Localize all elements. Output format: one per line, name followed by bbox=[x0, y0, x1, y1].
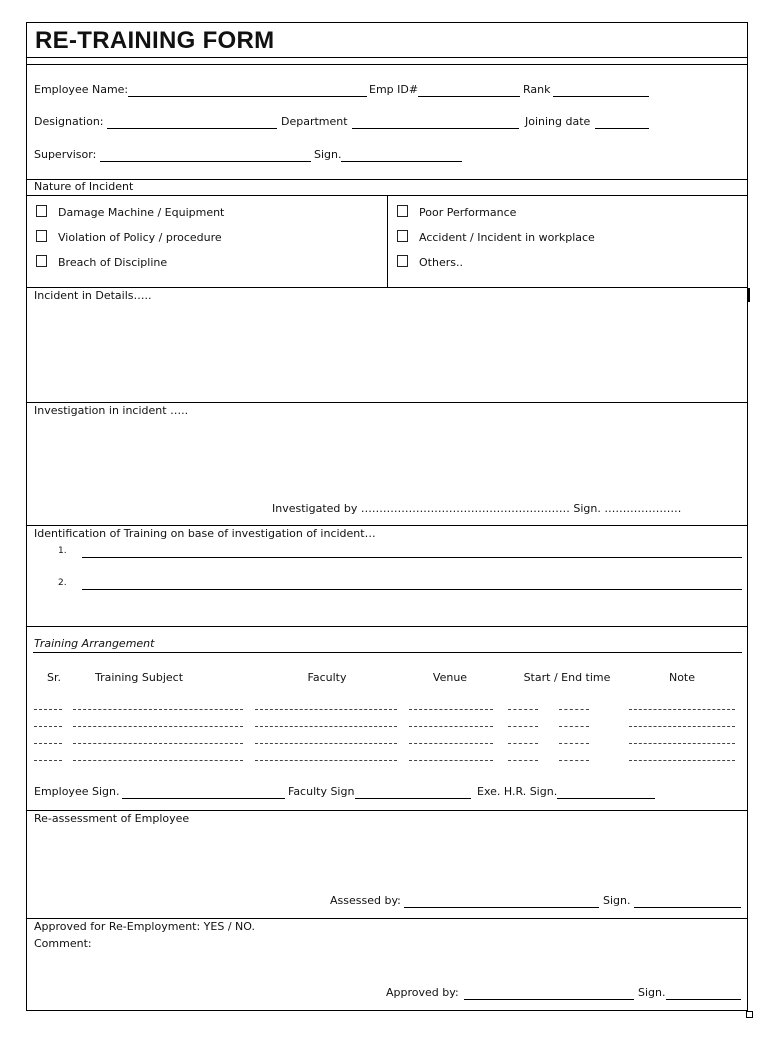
checkbox-accident-incident[interactable] bbox=[397, 230, 408, 242]
supervisor-field[interactable] bbox=[100, 161, 311, 162]
table-cell-sr[interactable] bbox=[34, 709, 62, 710]
table-cell-sr[interactable] bbox=[34, 726, 62, 727]
column-training-subject: Training Subject bbox=[94, 671, 184, 684]
table-cell-end[interactable] bbox=[559, 726, 589, 727]
reassessment-heading: Re-assessment of Employee bbox=[34, 812, 190, 825]
approved-by-label: Approved by: bbox=[386, 986, 459, 999]
table-cell-faculty[interactable] bbox=[255, 709, 397, 710]
resize-handle[interactable] bbox=[747, 288, 750, 302]
assessed-sign-label: Sign. bbox=[603, 894, 631, 907]
table-cell-end[interactable] bbox=[559, 743, 589, 744]
checkbox-breach-discipline[interactable] bbox=[36, 255, 47, 267]
divider bbox=[27, 626, 747, 627]
department-field[interactable] bbox=[352, 128, 519, 129]
supervisor-sign-label: Sign. bbox=[314, 148, 342, 161]
assessed-by-label: Assessed by: bbox=[330, 894, 401, 907]
table-cell-venue[interactable] bbox=[409, 760, 493, 761]
hr-sign-field[interactable] bbox=[557, 798, 655, 799]
department-label: Department bbox=[281, 115, 348, 128]
option-label: Breach of Discipline bbox=[58, 256, 168, 269]
comment-label: Comment: bbox=[34, 937, 92, 950]
title-divider bbox=[27, 57, 747, 58]
designation-label: Designation: bbox=[34, 115, 104, 128]
incident-details-area[interactable] bbox=[27, 303, 747, 401]
table-cell-start[interactable] bbox=[508, 743, 538, 744]
table-cell-subject[interactable] bbox=[73, 743, 243, 744]
approved-sign-field[interactable] bbox=[666, 999, 741, 1000]
nature-heading: Nature of Incident bbox=[34, 180, 134, 193]
option-label: Violation of Policy / procedure bbox=[58, 231, 222, 244]
employee-name-label: Employee Name: bbox=[34, 83, 129, 96]
table-cell-note[interactable] bbox=[629, 709, 735, 710]
investigation-area[interactable] bbox=[27, 419, 747, 499]
hr-sign-label: Exe. H.R. Sign. bbox=[477, 785, 558, 798]
resize-handle-corner[interactable] bbox=[746, 1011, 753, 1018]
table-cell-start[interactable] bbox=[508, 760, 538, 761]
divider bbox=[27, 918, 747, 919]
option-label: Damage Machine / Equipment bbox=[58, 206, 225, 219]
table-cell-note[interactable] bbox=[629, 726, 735, 727]
title-divider-2 bbox=[27, 64, 747, 65]
divider bbox=[27, 810, 747, 811]
joining-date-label: Joining date bbox=[525, 115, 591, 128]
column-start-end-time: Start / End time bbox=[523, 671, 611, 684]
incident-details-heading: Incident in Details….. bbox=[34, 289, 152, 302]
rank-label: Rank bbox=[523, 83, 551, 96]
rank-field[interactable] bbox=[553, 96, 649, 97]
supervisor-sign-field[interactable] bbox=[341, 161, 462, 162]
table-cell-end[interactable] bbox=[559, 760, 589, 761]
item-number: 2. bbox=[58, 578, 67, 588]
designation-field[interactable] bbox=[107, 128, 277, 129]
checkbox-damage-machine[interactable] bbox=[36, 205, 47, 217]
supervisor-label: Supervisor: bbox=[34, 148, 97, 161]
checkbox-violation-policy[interactable] bbox=[36, 230, 47, 242]
table-cell-venue[interactable] bbox=[409, 709, 493, 710]
table-cell-faculty[interactable] bbox=[255, 760, 397, 761]
employee-sign-label: Employee Sign. bbox=[34, 785, 120, 798]
table-cell-venue[interactable] bbox=[409, 743, 493, 744]
reassessment-area[interactable] bbox=[27, 827, 747, 889]
divider bbox=[27, 525, 747, 526]
faculty-sign-field[interactable] bbox=[355, 798, 471, 799]
table-cell-subject[interactable] bbox=[73, 726, 243, 727]
retraining-form bbox=[26, 22, 748, 1011]
nature-column-divider bbox=[387, 195, 388, 287]
column-faculty: Faculty bbox=[307, 671, 347, 684]
assessed-sign-field[interactable] bbox=[634, 907, 741, 908]
table-cell-venue[interactable] bbox=[409, 726, 493, 727]
table-cell-sr[interactable] bbox=[34, 743, 62, 744]
faculty-sign-label: Faculty Sign bbox=[288, 785, 355, 798]
employee-name-field[interactable] bbox=[128, 96, 367, 97]
table-cell-start[interactable] bbox=[508, 726, 538, 727]
table-cell-end[interactable] bbox=[559, 709, 589, 710]
checkbox-others[interactable] bbox=[397, 255, 408, 267]
approved-sign-label: Sign. bbox=[638, 986, 666, 999]
divider bbox=[27, 179, 747, 180]
training-identification-field-1[interactable] bbox=[82, 557, 742, 558]
table-cell-sr[interactable] bbox=[34, 760, 62, 761]
table-cell-note[interactable] bbox=[629, 760, 735, 761]
table-cell-subject[interactable] bbox=[73, 709, 243, 710]
column-note: Note bbox=[668, 671, 696, 684]
table-cell-note[interactable] bbox=[629, 743, 735, 744]
emp-id-field[interactable] bbox=[418, 96, 520, 97]
option-label: Others.. bbox=[419, 256, 463, 269]
identification-heading: Identification of Training on base of investigation of incident… bbox=[34, 527, 376, 540]
option-label: Accident / Incident in workplace bbox=[419, 231, 595, 244]
table-cell-faculty[interactable] bbox=[255, 726, 397, 727]
arrangement-underline bbox=[33, 652, 742, 653]
column-sr: Sr. bbox=[47, 671, 61, 684]
divider bbox=[27, 287, 747, 288]
approval-line: Approved for Re-Employment: YES / NO. bbox=[34, 920, 255, 933]
emp-id-label: Emp ID# bbox=[369, 83, 419, 96]
training-identification-field-2[interactable] bbox=[82, 589, 742, 590]
form-title: RE-TRAINING FORM bbox=[35, 27, 275, 54]
option-label: Poor Performance bbox=[419, 206, 517, 219]
checkbox-poor-performance[interactable] bbox=[397, 205, 408, 217]
table-cell-start[interactable] bbox=[508, 709, 538, 710]
approved-by-field[interactable] bbox=[464, 999, 634, 1000]
table-cell-subject[interactable] bbox=[73, 760, 243, 761]
employee-sign-field[interactable] bbox=[122, 798, 285, 799]
investigation-heading: Investigation in incident ….. bbox=[34, 404, 189, 417]
joining-date-field[interactable] bbox=[595, 128, 649, 129]
assessed-by-field[interactable] bbox=[404, 907, 599, 908]
item-number: 1. bbox=[58, 546, 67, 556]
column-venue: Venue bbox=[432, 671, 468, 684]
table-cell-faculty[interactable] bbox=[255, 743, 397, 744]
divider bbox=[27, 402, 747, 403]
investigated-by-line: Investigated by ………………………………………………… Sign. ………………… bbox=[272, 502, 682, 515]
training-arrangement-heading: Training Arrangement bbox=[34, 637, 155, 650]
comment-area[interactable] bbox=[97, 937, 737, 982]
